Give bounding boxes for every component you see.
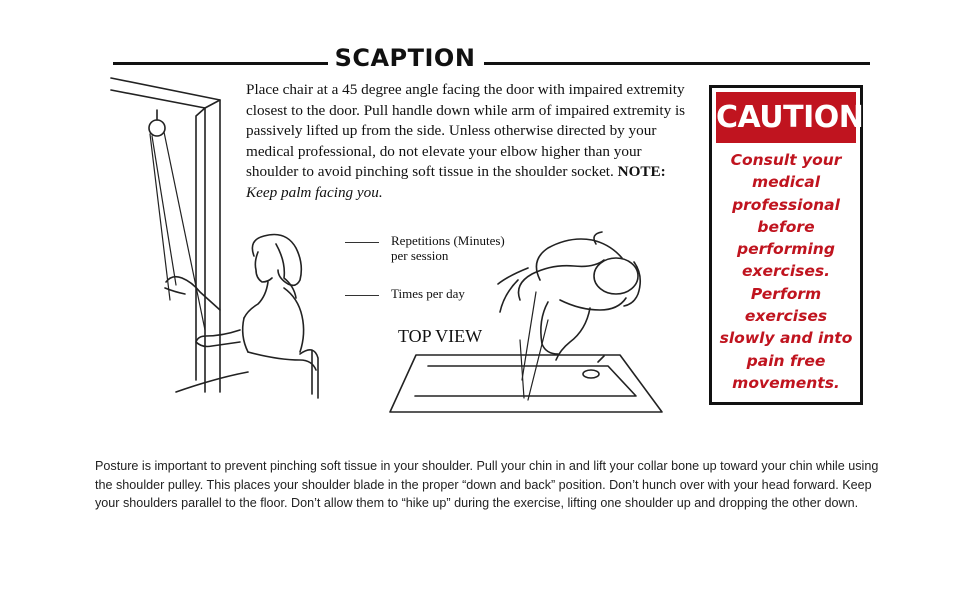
woman-pulley-illustration	[111, 78, 318, 398]
repetitions-label	[391, 233, 505, 263]
instructions-body: Place chair at a 45 degree angle facing the door with impaired extremity closest to the door. Pull handle down while arm of impaired extremity is passively lifted up from the side. Unless otherwise directed by your medical professional, do not elevate your elbow higher than your shoulder to avoid pinching soft tissue in the shoulder socket.	[246, 81, 686, 180]
repetitions-blank-line	[345, 242, 379, 243]
note-label: NOTE:	[617, 163, 666, 180]
times-per-day-label: Times per day	[391, 286, 465, 301]
caution-box	[709, 85, 863, 405]
page-title: SCAPTION	[334, 44, 476, 72]
posture-paragraph: Posture is important to prevent pinching soft tissue in your shoulder. Pull your chin in and lift your collar bone up toward your chin while using the shoulder pulley. This places your shoulder blade in the proper “down and back” position. Don’t hunch over with your head forward. Keep your shoulders parallel to the floor. Don’t allow them to “hike up” during the exercise, lifting one shoulder up and dropping the other down.	[95, 459, 879, 511]
times-per-day-blank-line	[345, 295, 379, 296]
caution-text: Consult your medical professional before performing exercises. Perform exercises slowly and into pain free movements.	[719, 151, 853, 392]
repetitions-label-line1: Repetitions (Minutes)	[391, 233, 505, 248]
note-text: Keep palm facing you.	[246, 183, 383, 201]
repetitions-label-line2: per session	[391, 248, 449, 263]
caution-heading: CAUTION	[716, 92, 856, 143]
top-view-label: TOP VIEW	[398, 326, 483, 346]
